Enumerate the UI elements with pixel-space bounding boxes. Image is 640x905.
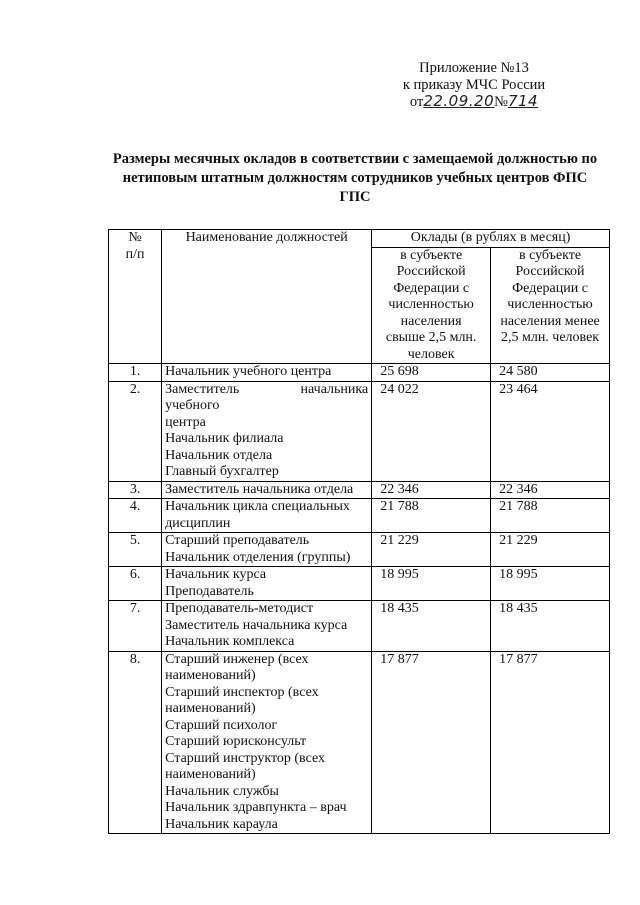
- row-number: 2.: [109, 381, 162, 481]
- position-names: [162, 481, 372, 499]
- table-row: [109, 499, 610, 533]
- salary-under-2-5m: 17 877: [491, 651, 610, 834]
- salary-under-2-5m: 21 229: [491, 533, 610, 567]
- table-row: [109, 533, 610, 567]
- header-salary-group: Оклады (в рублях в месяц): [372, 230, 610, 248]
- salary-under-2-5m: 18 995: [491, 567, 610, 601]
- position-name-line: Старший инструктор (всех: [165, 750, 326, 766]
- appendix-number: Приложение №13: [419, 60, 529, 76]
- position-name-line: наименований): [165, 701, 256, 716]
- table-row: [109, 601, 610, 652]
- position-name-line: Начальник отделения (группы): [165, 549, 351, 565]
- position-name-line: Начальник филиала: [165, 431, 284, 446]
- appendix-order-ref: к приказу МЧС России: [402, 76, 546, 93]
- salary-over-2-5m: 21 788: [372, 499, 491, 533]
- salary-under-2-5m: 22 346: [491, 481, 610, 499]
- header-col-a: в субъекте Российской Федерации с численностью населения свыше 2,5 млн. человек: [372, 247, 491, 364]
- title-line: ГПС: [339, 189, 371, 205]
- position-names: [162, 567, 372, 601]
- table-row: [109, 651, 610, 834]
- table-body: [109, 364, 610, 834]
- row-number: 3.: [109, 481, 162, 499]
- position-name-line: центра: [165, 414, 206, 430]
- position-name-line: Старший инженер (всех: [165, 651, 309, 667]
- position-name-line: дисциплин: [165, 515, 231, 531]
- appendix-date-line: [384, 93, 564, 111]
- position-name-line: Начальник учебного центра: [165, 364, 332, 379]
- salary-over-2-5m: 24 022: [372, 381, 491, 481]
- table-row: [109, 481, 610, 499]
- position-names: [162, 499, 372, 533]
- position-names: [162, 601, 372, 652]
- salary-under-2-5m: 24 580: [491, 364, 610, 382]
- header-col-b: в субъекте Российской Федерации с численностью населения менее 2,5 млн. человек: [491, 247, 610, 364]
- position-name-line: Заместитель начальника курса: [165, 617, 348, 633]
- position-name-line: Начальник отдела: [165, 447, 273, 463]
- salary-over-2-5m: 18 995: [372, 567, 491, 601]
- row-number: 4.: [109, 499, 162, 533]
- position-name-line: Начальник цикла специальных: [165, 499, 350, 514]
- number-label: №: [494, 94, 508, 110]
- from-label: от: [409, 94, 424, 110]
- salary-under-2-5m: 21 788: [491, 499, 610, 533]
- appendix-header: [384, 60, 564, 111]
- salary-over-2-5m: 22 346: [372, 481, 491, 499]
- header-num: № п/п: [109, 230, 162, 364]
- position-names: [162, 533, 372, 567]
- salary-over-2-5m: 25 698: [372, 364, 491, 382]
- position-name-line: Преподаватель-методист: [165, 601, 314, 616]
- position-name-line: Начальник комплекса: [165, 634, 295, 649]
- document-title: [92, 150, 618, 207]
- salary-under-2-5m: 18 435: [491, 601, 610, 652]
- salary-table: [108, 229, 610, 834]
- header-name: Наименование должностей: [162, 230, 372, 364]
- salary-over-2-5m: 17 877: [372, 651, 491, 834]
- title-line: нетиповым штатным должностям сотрудников учебных центров ФПС: [122, 170, 588, 186]
- title-line: Размеры месячных окладов в соответствии с замещаемой должностью по: [112, 151, 598, 167]
- position-name-line: Начальник здравпункта – врач: [165, 800, 347, 815]
- position-names: [162, 651, 372, 834]
- position-name-line: Начальник караула: [165, 816, 278, 832]
- handwritten-number: 714: [507, 92, 539, 110]
- position-name-line: наименований): [165, 668, 256, 683]
- row-number: 6.: [109, 567, 162, 601]
- position-name-line: Заместитель начальника отдела: [165, 481, 354, 497]
- row-number: 8.: [109, 651, 162, 834]
- row-number: 1.: [109, 364, 162, 382]
- position-name-line: Старший юрисконсульт: [165, 734, 307, 749]
- position-name-line: Начальник курса: [165, 567, 267, 582]
- position-names: [162, 364, 372, 382]
- row-number: 7.: [109, 601, 162, 652]
- table-row: [109, 381, 610, 481]
- position-name-line: наименований): [165, 767, 256, 782]
- position-names: [162, 381, 372, 481]
- position-name-line: Старший преподаватель: [165, 533, 310, 548]
- salary-over-2-5m: 18 435: [372, 601, 491, 652]
- position-name-line: Старший психолог: [165, 717, 278, 733]
- position-name-line: Начальник службы: [165, 783, 279, 799]
- table-row: [109, 567, 610, 601]
- position-name-line: Главный бухгалтер: [165, 464, 279, 479]
- row-number: 5.: [109, 533, 162, 567]
- handwritten-date: 22.09.20: [423, 92, 495, 110]
- position-name-line: Преподаватель: [165, 583, 254, 599]
- position-name-line: Старший инспектор (всех: [165, 684, 319, 700]
- table-row: [109, 364, 610, 382]
- salary-over-2-5m: 21 229: [372, 533, 491, 567]
- position-name-line: Заместитель начальника учебного: [165, 381, 369, 413]
- salary-under-2-5m: 23 464: [491, 381, 610, 481]
